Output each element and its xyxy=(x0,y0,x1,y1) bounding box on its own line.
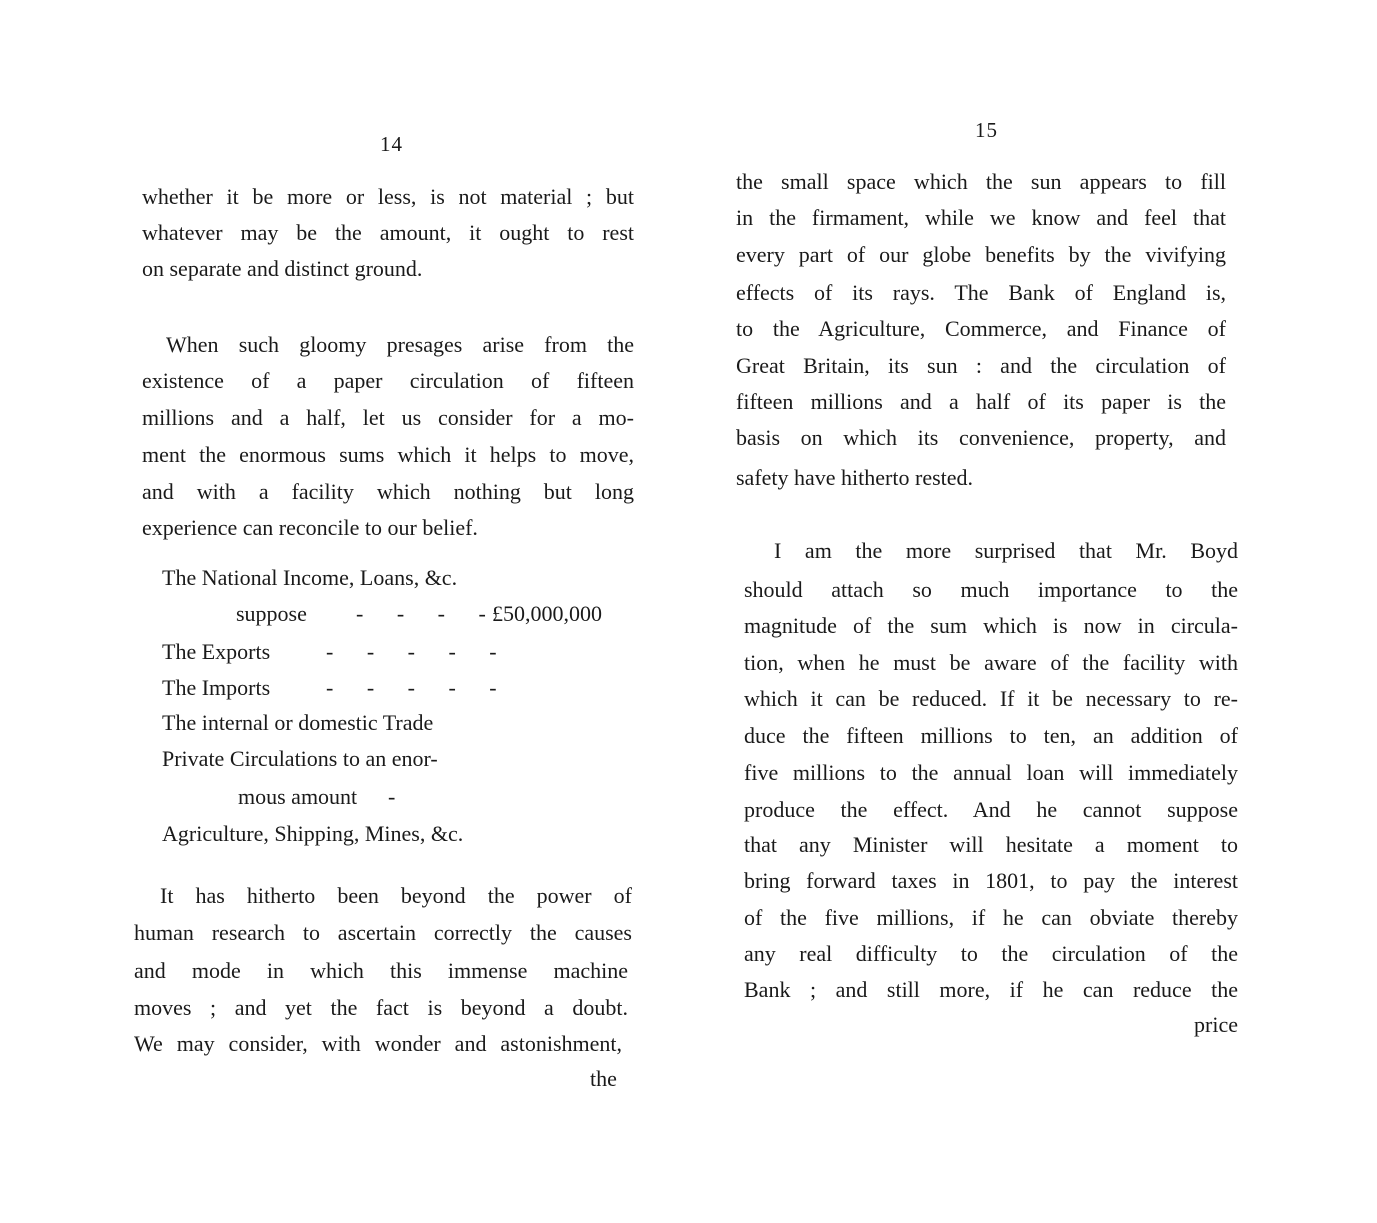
text-line: produce the effect. And he cannot suppose xyxy=(744,797,1238,822)
catchword: the xyxy=(590,1066,617,1091)
text-line: Great Britain, its sun : and the circulation of xyxy=(736,353,1226,378)
text-line: Bank ; and still more, if he can reduce the xyxy=(744,977,1238,1002)
text-line: to the Agriculture, Commerce, and Finance of xyxy=(736,316,1226,341)
table-label: Private Circulations to an enor- xyxy=(162,746,438,771)
text-line: We may consider, with wonder and astonishment, xyxy=(134,1031,622,1056)
text-line: tion, when he must be aware of the facility with xyxy=(744,650,1238,675)
text-line: whether it be more or less, is not material ; but xyxy=(142,184,634,209)
text-line: magnitude of the sum which is now in circula- xyxy=(744,613,1238,638)
page-number: 15 xyxy=(975,118,998,142)
text-line: bring forward taxes in 1801, to pay the interest xyxy=(744,868,1238,893)
text-line: the small space which the sun appears to fill xyxy=(736,169,1226,194)
text-line: in the firmament, while we know and feel that xyxy=(736,205,1226,230)
page-number: 14 xyxy=(380,132,403,156)
text-line: any real difficulty to the circulation of the xyxy=(744,941,1238,966)
text-line: whatever may be the amount, it ought to rest xyxy=(142,220,634,245)
text-line: ment the enormous sums which it helps to move, xyxy=(142,442,634,467)
table-label: The National Income, Loans, &c. xyxy=(162,565,458,590)
text-line: existence of a paper circulation of fifteen xyxy=(142,368,634,393)
text-line: of the five millions, if he can obviate thereby xyxy=(744,905,1238,930)
text-line: every part of our globe benefits by the vivifying xyxy=(736,242,1226,267)
text-line: and mode in which this immense machine xyxy=(134,958,628,983)
catchword: price xyxy=(1194,1012,1238,1037)
text-line: five millions to the annual loan will immediately xyxy=(744,760,1238,785)
text-line: It has hitherto been beyond the power of xyxy=(160,883,632,908)
text-line: millions and a half, let us consider for a mo- xyxy=(142,405,634,430)
table-label: The Exports xyxy=(162,639,271,664)
text-line: duce the fifteen millions to ten, an addition of xyxy=(744,723,1238,748)
leader-dots: - - - - - xyxy=(326,639,511,664)
text-line: I am the more surprised that Mr. Boyd xyxy=(774,538,1238,563)
text-line: moves ; and yet the fact is beyond a doubt. xyxy=(134,995,628,1020)
table-label: mous amount xyxy=(238,784,358,809)
leader-dots: - xyxy=(388,784,410,809)
table-amount: £50,000,000 xyxy=(492,601,602,626)
text-line: on separate and distinct ground. xyxy=(142,256,423,281)
table-label: Agriculture, Shipping, Mines, &c. xyxy=(162,821,464,846)
text-line: that any Minister will hesitate a moment to xyxy=(744,832,1238,857)
text-line: and with a facility which nothing but long xyxy=(142,479,634,504)
text-line: safety have hitherto rested. xyxy=(736,465,974,490)
text-line: When such gloomy presages arise from the xyxy=(166,332,634,357)
text-line: effects of its rays. The Bank of England is, xyxy=(736,280,1226,305)
table-label: suppose xyxy=(236,601,307,626)
table-label: The Imports xyxy=(162,675,271,700)
text-line: should attach so much importance to the xyxy=(744,577,1238,602)
leader-dots: - - - - xyxy=(356,601,500,626)
text-line: which it can be reduced. If it be necessary to re- xyxy=(744,686,1238,711)
text-line: experience can reconcile to our belief. xyxy=(142,515,478,540)
leader-dots: - - - - - xyxy=(326,675,511,700)
text-line: fifteen millions and a half of its paper is the xyxy=(736,389,1226,414)
table-label: The internal or domestic Trade xyxy=(162,710,434,735)
text-line: human research to ascertain correctly the causes xyxy=(134,920,632,945)
text-line: basis on which its convenience, property, and xyxy=(736,425,1226,450)
